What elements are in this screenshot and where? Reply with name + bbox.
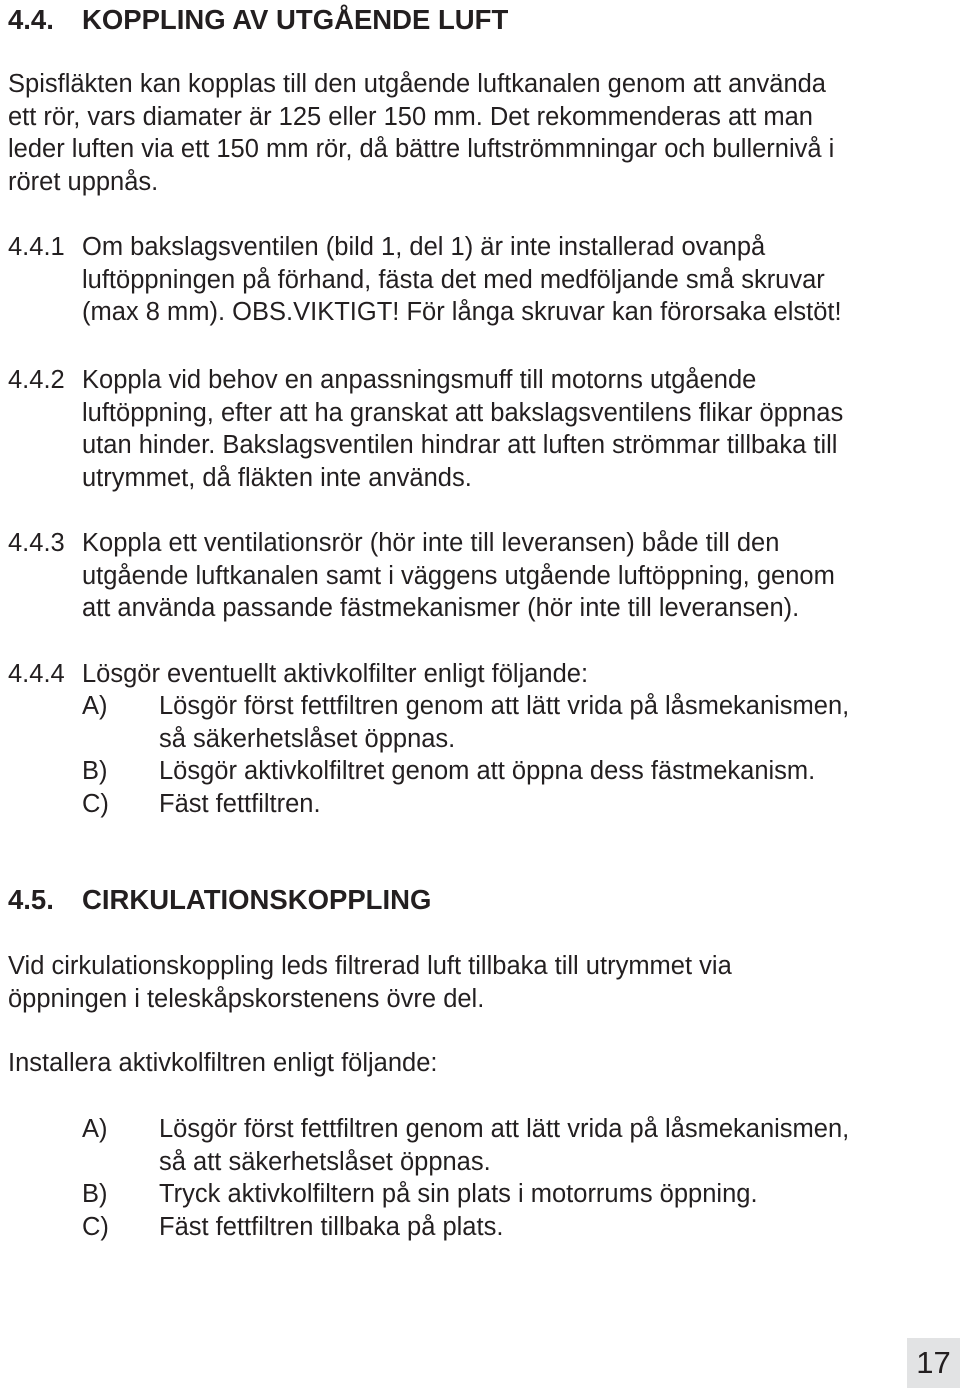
subsection-text: Om bakslagsventilen (bild 1, del 1) är inte installerad ovanpå luftöppningen på förhand, fästa det med medföljande små skruvar (max 8 mm). OBS.VIKTIGT! För långa skruvar kan förorsaka elstöt! [82, 233, 842, 326]
subsection-text: Lösgör eventuellt aktivkolfilter enligt följande: [82, 660, 589, 688]
section-heading-4-4 [8, 4, 508, 36]
subsection-4-4-2 [8, 364, 958, 494]
list-item-letter: C) [82, 789, 109, 818]
section-heading-4-5 [8, 884, 431, 916]
list-item-text: Fäst fettfiltren. [159, 789, 321, 818]
list-item [82, 1211, 960, 1244]
list-item [82, 690, 960, 755]
list-item [82, 1178, 960, 1211]
install-steps-list [82, 1113, 960, 1243]
section-number: 4.5. [8, 884, 54, 915]
install-intro: Installera aktivkolfiltren enligt följande: [8, 1049, 438, 1077]
subsection-number: 4.4.1 [8, 233, 65, 261]
subsection-text: Koppla vid behov en anpassningsmuff till motorns utgående luftöppning, efter att ha granskat att bakslagsventilens flikar öppnas utan hinder. Bakslagsventilen hindrar att luften strömmar tillbaka till utrymmet, då fläkten inte används. [82, 366, 844, 492]
list-item-letter: C) [82, 1212, 109, 1241]
list-item-letter: A) [82, 692, 108, 720]
subsection-4-4-3 [8, 527, 958, 625]
intro-paragraph: Spisfläkten kan kopplas till den utgående luftkanalen genom att använda ett rör, vars diamater är 125 eller 150 mm. Det rekommenderas att man leder luften via ett 150 mm rör, då bättre luftströmmningar och bullernivå i röret uppnås. [8, 70, 835, 196]
list-item-text: Lösgör först fettfiltren genom att lätt vrida på låsmekanismen, så säkerhetslåset öppnas. [159, 692, 850, 753]
subsection-4-4-1 [8, 231, 958, 329]
list-item-text: Fäst fettfiltren tillbaka på plats. [159, 1212, 504, 1241]
list-item [82, 755, 960, 788]
list-item [82, 1113, 960, 1178]
section-title: KOPPLING AV UTGÅENDE LUFT [82, 4, 509, 35]
circulation-paragraph: Vid cirkulationskoppling leds filtrerad luft tillbaka till utrymmet via öppningen i teleskåpskorstenens övre del. [8, 952, 732, 1013]
subsection-4-4-4 [8, 658, 958, 691]
page-number: 17 [907, 1338, 960, 1388]
subsection-text: Koppla ett ventilationsrör (hör inte till leveransen) både till den utgående luftkanalen samt i väggens utgående luftöppning, genom att använda passande fästmekanismer (hör inte till leveransen). [82, 529, 835, 622]
removal-steps-list [82, 690, 960, 820]
list-item-letter: B) [82, 1180, 108, 1208]
subsection-number: 4.4.3 [8, 529, 65, 557]
list-item-text: Lösgör först fettfiltren genom att lätt vrida på låsmekanismen, så att säkerhetslåset öppnas. [159, 1115, 850, 1176]
list-item [82, 788, 960, 821]
section-number: 4.4. [8, 4, 54, 35]
section-title: CIRKULATIONSKOPPLING [82, 884, 432, 915]
list-item-letter: A) [82, 1115, 108, 1143]
list-item-letter: B) [82, 757, 108, 785]
subsection-number: 4.4.2 [8, 366, 65, 394]
subsection-number: 4.4.4 [8, 660, 65, 688]
list-item-text: Tryck aktivkolfiltern på sin plats i motorrums öppning. [159, 1180, 758, 1208]
list-item-text: Lösgör aktivkolfiltret genom att öppna dess fästmekanism. [159, 757, 816, 785]
